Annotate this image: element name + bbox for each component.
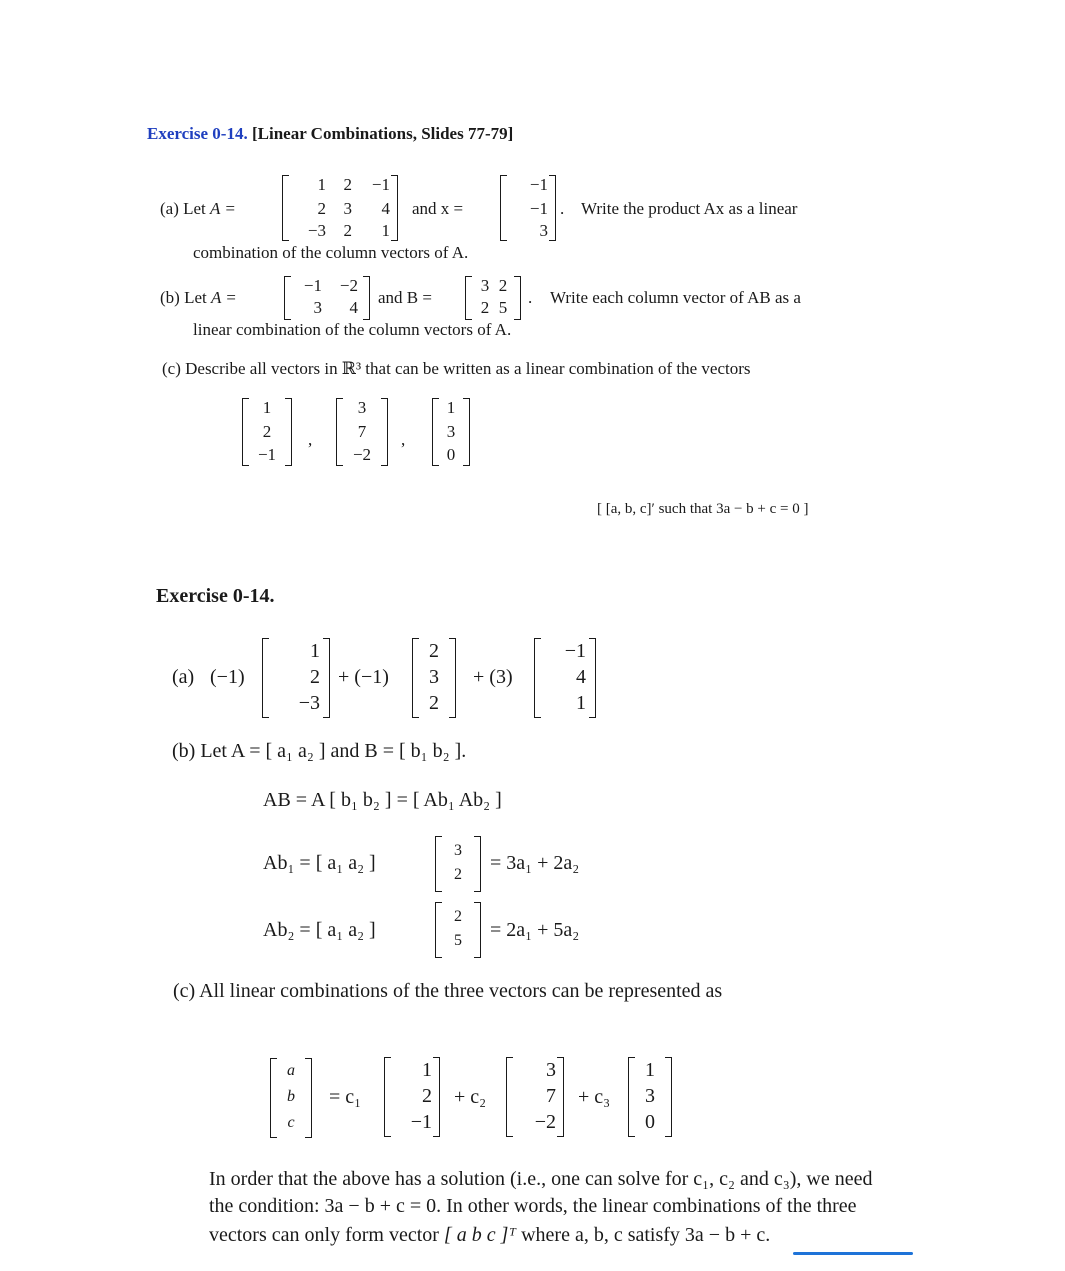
exercise-title [147,124,513,144]
matrix-A-a: 1 2 −1 2 3 4 −3 2 1 [282,175,398,241]
part-a-prefix: (a) Let A = [160,199,236,218]
sol-c-para-line2: the condition: 3a − b + c = 0. In other words, the linear combinations of the three [209,1195,857,1217]
part-b-text1: Write each column vector of AB as a [550,288,801,307]
sol-c-para-line3: vectors can only form vector [ a b c ]ᵀ where a, b, c satisfy 3a − b + c. [209,1224,771,1246]
vector-x: −1 −1 3 [500,175,556,241]
part-c-vector-2: 3 7 −2 [336,398,388,466]
part-c-vector-1: 1 2 −1 [242,398,292,466]
sol-a-column-3: −1 4 1 [534,638,596,718]
sol-c-row-vector: [ a b c ]ᵀ [443,1224,517,1246]
matrix-A-b: −1 −2 3 4 [284,276,370,320]
sol-b-ab1-rhs: = 3a₁ + 2a₂ [490,852,580,874]
sol-a-coef1: (−1) [210,666,245,688]
sol-c-plus-c2: + c₂ [454,1086,487,1108]
sol-c-vector-3: 1 3 0 [628,1057,672,1137]
solution-heading: Exercise 0-14. [156,585,275,607]
sol-a-coef3: + (3) [473,666,513,688]
part-b-prefix: (b) Let A = [160,288,237,307]
sol-a-column-2: 2 3 2 [412,638,456,718]
sol-c-line1: (c) All linear combinations of the three vectors can be represented as [173,980,723,1002]
exercise-label: Exercise 0-14. [147,124,248,143]
part-c-answer-note: [ [a, b, c]′ such that 3a − b + c = 0 ] [597,501,809,517]
sol-c-vector-1: 1 2 −1 [384,1057,440,1137]
part-a-text2: combination of the column vectors of A. [193,243,469,262]
sol-a-label: (a) [172,666,195,688]
highlight-underline [793,1252,913,1255]
sol-c-plus-c3: + c₃ [578,1086,611,1108]
exercise-topic: [Linear Combinations, Slides 77-79] [251,124,514,143]
and-x-label: and x = [412,199,464,218]
sol-b-ab1-vector: 3 2 [435,836,481,892]
matrix-B: 3 2 2 5 [465,276,521,320]
sol-c-lhs-vector: a b c [270,1058,312,1138]
part-b-text2: linear combination of the column vectors of A. [193,320,512,339]
sol-b-ab2-rhs: = 2a₁ + 5a₂ [490,919,580,941]
sol-a-coef2: + (−1) [338,666,389,688]
sol-b-ab2-lhs: Ab₂ = [ a₁ a₂ ] [263,919,376,941]
sol-b-line1: (b) Let A = [ a₁ a₂ ] and B = [ b₁ b₂ ]. [172,740,467,762]
and-B-label: and B = [378,288,432,307]
sol-b-ab1-lhs: Ab₁ = [ a₁ a₂ ] [263,852,376,874]
sol-b-ab2-vector: 2 5 [435,902,481,958]
part-c-text: (c) Describe all vectors in ℝ³ that can be written as a linear combination of the vectors [162,359,751,378]
part-a-text1: Write the product Ax as a linear [581,199,798,218]
sol-c-para-line1: In order that the above has a solution (i.e., one can solve for c₁, c₂ and c₃), we need [209,1168,873,1190]
part-c-vector-3: 1 3 0 [432,398,470,466]
sol-c-vector-2: 3 7 −2 [506,1057,564,1137]
sol-a-column-1: 1 2 −3 [262,638,330,718]
sol-b-line2: AB = A [ b₁ b₂ ] = [ Ab₁ Ab₂ ] [263,789,502,811]
sol-c-eq-c1: = c₁ [329,1086,362,1108]
